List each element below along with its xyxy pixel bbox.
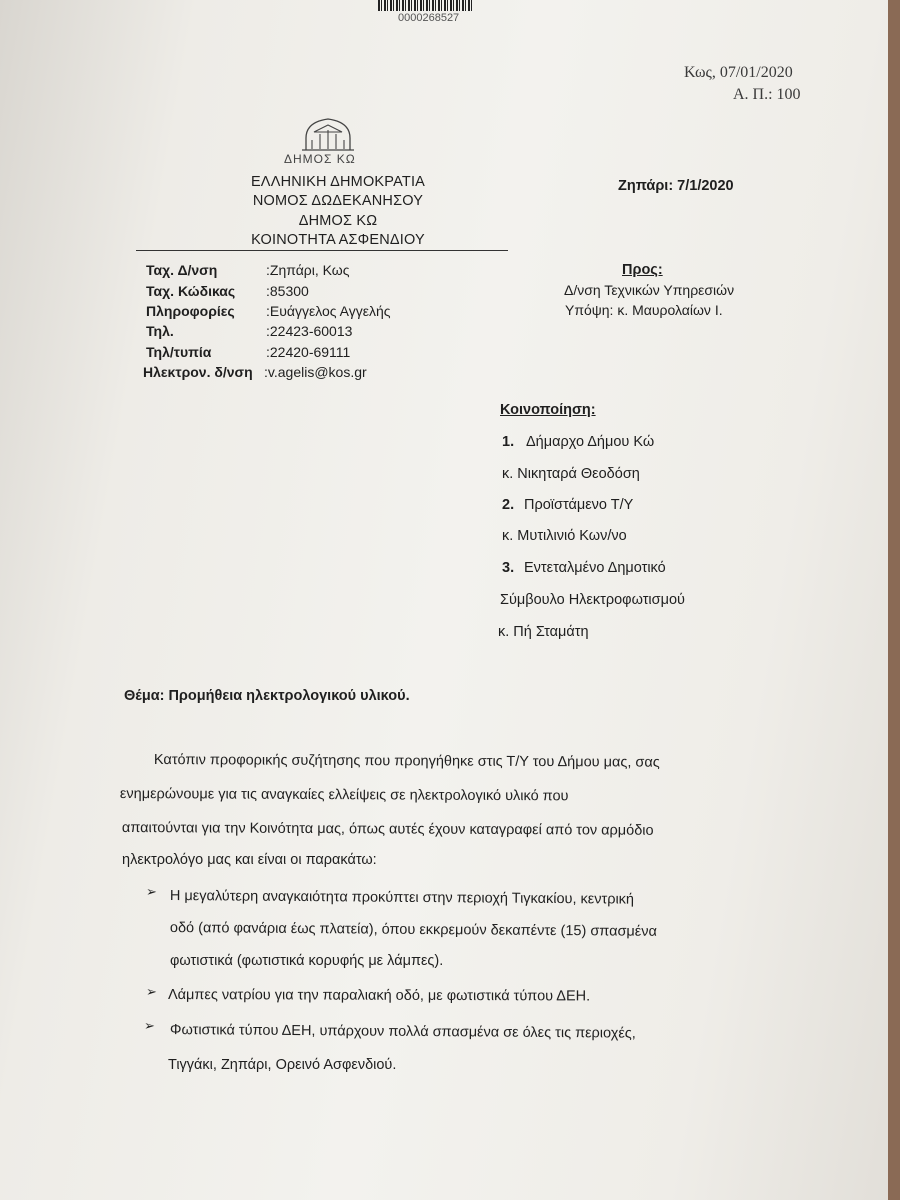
bullet-line: Η μεγαλύτερη αναγκαιότητα προκύπτει στην περιοχή Τιγκακίου, κεντρική	[169, 888, 635, 908]
contact-value: :v.agelis@kos.gr	[264, 364, 367, 380]
cc-number: 1.	[502, 434, 515, 450]
place-date: Κως, 07/01/2020	[684, 64, 793, 81]
protocol-number: Α. Π.: 100	[733, 86, 801, 103]
header-line-3: ΔΗΜΟΣ ΚΩ	[298, 213, 378, 229]
bullet-line: φωτιστικά (φωτιστικά κορυφής με λάμπες).	[170, 953, 444, 969]
contact-value: :Ζηπάρι, Κως	[266, 262, 350, 278]
barcode-number: 0000268527	[398, 12, 460, 24]
contact-label: Ταχ. Κώδικας	[146, 283, 236, 299]
cc-heading: Κοινοποίηση:	[500, 402, 596, 418]
cc-line: Εντεταλμένο Δημοτικό	[524, 560, 666, 576]
cc-number: 3.	[502, 560, 515, 576]
body-line: ενημερώνουμε για τις αναγκαίες ελλείψεις σε ηλεκτρολογικό υλικό που	[119, 786, 569, 805]
cc-line: Σύμβουλο Ηλεκτροφωτισμού	[500, 592, 685, 608]
bullet-line: Λάμπες νατρίου για την παραλιακή οδό, με φωτιστικά τύπου ΔΕΗ.	[167, 987, 591, 1005]
header-line-2: ΝΟΜΟΣ ΔΩΔΕΚΑΝΗΣΟΥ	[252, 193, 424, 209]
header-line-4: ΚΟΙΝΟΤΗΤΑ ΑΣΦΕΝΔΙΟΥ	[251, 232, 425, 248]
cc-line: κ. Νικηταρά Θεοδόση	[502, 466, 640, 482]
bullet-arrow-icon: ➢	[144, 1018, 155, 1033]
recipient-heading: Προς:	[622, 262, 663, 278]
contact-value: :Ευάγγελος Αγγελής	[266, 303, 391, 319]
contact-label: Τηλ/τυπία	[146, 344, 212, 360]
contact-value: :22420-69111	[266, 344, 351, 360]
header-line-1: ΕΛΛΗΝΙΚΗ ΔΗΜΟΚΡΑΤΙΑ	[250, 174, 426, 190]
cc-line: Δήμαρχο Δήμου Κώ	[526, 434, 655, 450]
cc-number: 2.	[502, 497, 515, 513]
cc-line: Προϊστάμενο Τ/Υ	[524, 497, 634, 513]
body-line: ηλεκτρολόγο μας και είναι οι παρακάτω:	[122, 852, 377, 868]
contact-label: Ταχ. Δ/νση	[146, 262, 218, 278]
logo-caption: ΔΗΜΟΣ ΚΩ	[284, 152, 356, 166]
body-line: απαιτούνται για την Κοινότητα μας, όπως αυτές έχουν καταγραφεί από τον αρμόδιο	[121, 820, 654, 839]
cc-line: κ. Μυτιλινιό Κων/νο	[502, 528, 627, 544]
date-line: Ζηπάρι: 7/1/2020	[618, 178, 734, 194]
bullet-line: Τιγγάκι, Ζηπάρι, Ορεινό Ασφενδιού.	[168, 1057, 397, 1073]
contact-label: Ηλεκτρον. δ/νση	[143, 364, 253, 380]
temple-logo-icon	[298, 116, 358, 152]
header-divider	[136, 250, 508, 251]
table-edge	[888, 0, 900, 1200]
contact-value: :22423-60013	[266, 323, 353, 339]
barcode	[378, 0, 474, 11]
recipient-line-1: Δ/νση Τεχνικών Υπηρεσιών	[564, 282, 735, 298]
contact-label: Τηλ.	[146, 323, 174, 339]
municipality-logo	[298, 116, 358, 157]
contact-value: :85300	[266, 283, 309, 299]
bullet-arrow-icon: ➢	[146, 984, 157, 999]
contact-label: Πληροφορίες	[146, 303, 235, 319]
recipient-line-2: Υπόψη: κ. Μαυρολαίων Ι.	[565, 302, 723, 318]
body-line: Κατόπιν προφορικής συζήτησης που προηγήθηκε στις Τ/Υ του Δήμου μας, σας	[153, 752, 660, 771]
cc-line: κ. Πή Σταμάτη	[498, 624, 589, 640]
bullet-line: οδό (από φανάρια έως πλατεία), όπου εκκρεμούν δεκαπέντε (15) σπασμένα	[169, 920, 657, 940]
bullet-arrow-icon: ➢	[146, 884, 157, 899]
subject-line: Θέμα: Προμήθεια ηλεκτρολογικού υλικού.	[124, 688, 410, 704]
bullet-line: Φωτιστικά τύπου ΔΕΗ, υπάρχουν πολλά σπασμένα σε όλες τις περιοχές,	[169, 1022, 636, 1042]
